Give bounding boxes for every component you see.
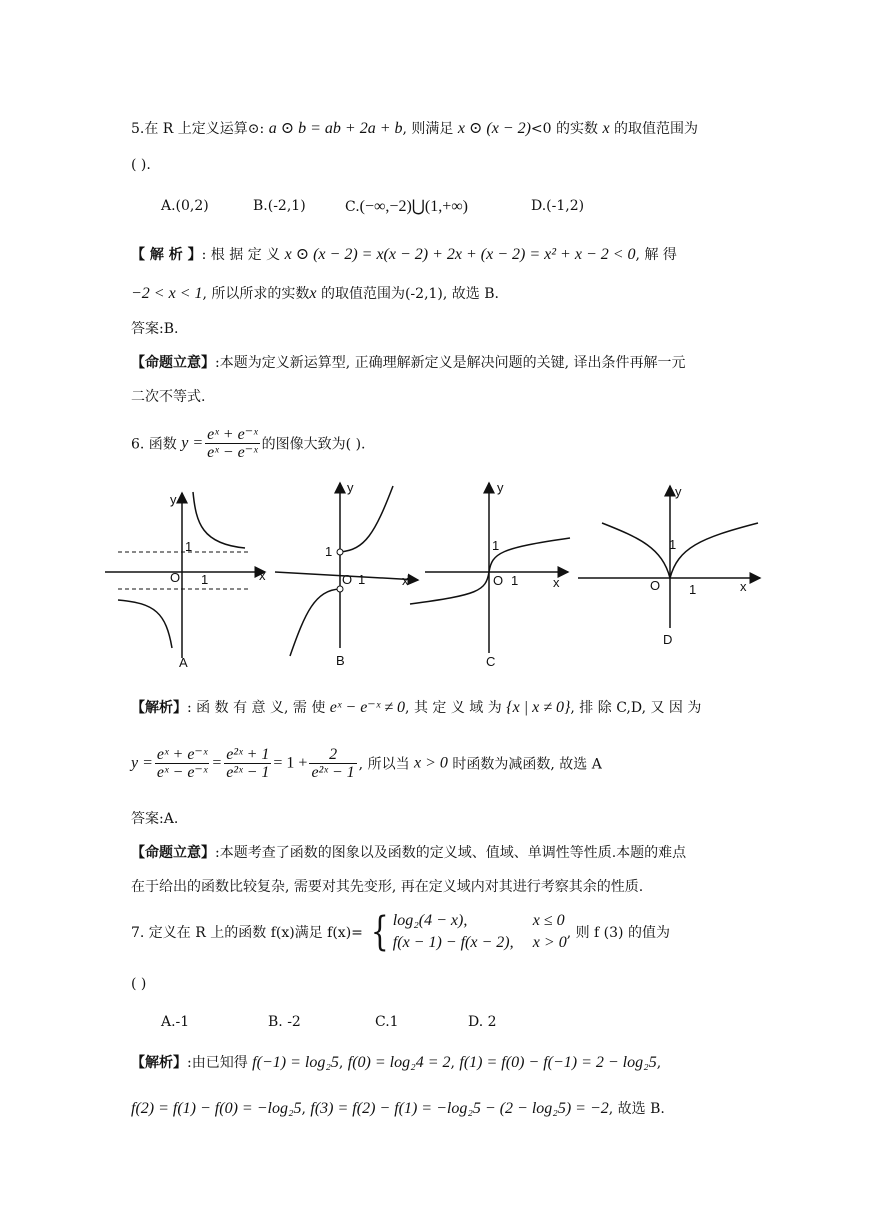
q5-answer: 答案:B.	[131, 321, 179, 337]
graph-c-y-label: y	[497, 480, 504, 495]
q6-fraction: $\frac{\text{eˣ + e⁻ˣ}}{\text{eˣ − e⁻ˣ}}$	[207, 426, 258, 461]
q5-analysis-line1: 【 解 析 】: 根 据 定 义 x ⊙ (x − 2) = x(x − 2) + 2x + (x − 2) = x² + x − 2 < 0, 解 得	[131, 246, 677, 263]
q5-analysis-line2: −2 < x < 1, 所以所求的实数x 的取值范围为(-2,1), 故选 B.	[131, 285, 499, 302]
graph-a-y-label: y	[170, 492, 177, 507]
graph-b-one-y: 1	[325, 544, 333, 559]
graph-a-one-y: 1	[185, 539, 193, 554]
graph-d-origin: O	[650, 578, 661, 593]
q5-option-c: C.(−∞,−2)⋃(1,+∞)	[345, 198, 468, 215]
q7-option-b: B. -2	[268, 1014, 301, 1030]
q7-analysis-line1: 【解析】:由已知得 f(−1) = log₂5, f(0) = log₂4 = 2, f(1) = f(0) − f(−1) = 2 − log₂5,	[131, 1054, 662, 1071]
graph-a-caption: A	[179, 655, 188, 670]
graph-c-one-x: 1	[511, 573, 519, 588]
graph-b-origin: O	[342, 572, 353, 587]
graph-b-x-label: x	[402, 573, 409, 588]
graph-d-one-x: 1	[689, 582, 697, 597]
graph-a-x-label: x	[259, 568, 266, 583]
graph-d-one-y: 1	[669, 537, 677, 552]
graph-a-origin: O	[170, 570, 181, 585]
q6-answer: 答案:A.	[131, 811, 179, 827]
graph-d-caption: D	[663, 632, 673, 647]
q5-option-d: D.(-1,2)	[531, 198, 585, 214]
graph-d-x-label: x	[740, 579, 747, 594]
graph-d	[578, 486, 760, 628]
q5-def-math: a ⊙ b = ab + 2a + b	[268, 120, 403, 137]
graph-c-one-y: 1	[492, 538, 500, 553]
graph-b-one-x: 1	[358, 572, 366, 587]
q6-analysis-line1: 【解析】: 函 数 有 意 义, 需 使 eˣ − e⁻ˣ ≠ 0, 其 定 义 域 为 {x | x ≠ 0}, 排 除 C,D, 又 因 为	[131, 699, 702, 716]
q5-cond-math: x ⊙ (x − 2)	[457, 120, 531, 137]
q5-paren: ( ).	[131, 157, 151, 173]
q7-paren: ( )	[131, 976, 147, 992]
q7-option-d: D. 2	[468, 1014, 497, 1030]
q5-option-b: B.(-2,1)	[253, 198, 306, 214]
graph-a	[105, 492, 265, 658]
q5-intent-line2: 二次不等式.	[131, 389, 206, 405]
graph-a-one-x: 1	[201, 572, 209, 587]
q5-option-a: A.(0,2)	[161, 198, 209, 214]
graph-b	[275, 483, 418, 656]
q7-piecewise: log₂(4 − x), x ≤ 0 f(x − 1) − f(x − 2), x > 0	[392, 912, 567, 951]
graph-b-caption: B	[336, 653, 345, 668]
q6-intent-line2: 在于给出的函数比较复杂, 需要对其先变形, 再在定义域内对其进行考察其余的性质.	[131, 879, 644, 895]
q5-stem: 5.在 R 上定义运算⊙: a ⊙ b = ab + 2a + b, 则满足 x ⊙ (x − 2)<0 的实数 x 的取值范围为	[131, 120, 699, 137]
q6-intent-line1: 【命题立意】:本题考查了函数的图象以及函数的定义域、值域、单调性等性质.本题的难点	[131, 845, 687, 861]
q7-option-c: C.1	[375, 1014, 399, 1030]
q6-analysis-line2: y = $\frac{\text{eˣ + e⁻ˣ}}{\text{eˣ − e⁻ˣ}}$ = $\frac{\text{e²ˣ + 1}}{\text{e²ˣ − 1}}$ = 1 + $\frac{2}{\text{e²ˣ − 1}}$ , 所以当 x > 0 时函数为减函数, 故选 A	[131, 746, 602, 781]
q6-stem: 6. 函数 y = $\frac{\text{eˣ + e⁻ˣ}}{\text{eˣ − e⁻ˣ}}$ 的图像大致为( ).	[131, 426, 366, 461]
graph-c-x-label: x	[553, 575, 560, 590]
q7-analysis-line2: f(2) = f(1) − f(0) = −log₂5, f(3) = f(2) − f(1) = −log₂5 − (2 − log₂5) = −2, 故选 B.	[131, 1100, 665, 1117]
q7-option-a: A.-1	[161, 1014, 190, 1030]
graph-c	[410, 483, 570, 653]
q5-intent-line1: 【命题立意】:本题为定义新运算型, 正确理解新定义是解决问题的关键, 译出条件再解一元	[131, 355, 686, 371]
q7-stem: 7. 定义在 R 上的函数 f(x)满足 f(x)= { log₂(4 − x), x ≤ 0 f(x − 1) − f(x − 2), x > 0 , 则 f (3) 的值为	[131, 909, 670, 955]
graph-c-origin: O	[493, 573, 504, 588]
graph-c-caption: C	[486, 654, 496, 669]
graph-b-y-label: y	[347, 480, 354, 495]
graph-d-y-label: y	[675, 484, 682, 499]
